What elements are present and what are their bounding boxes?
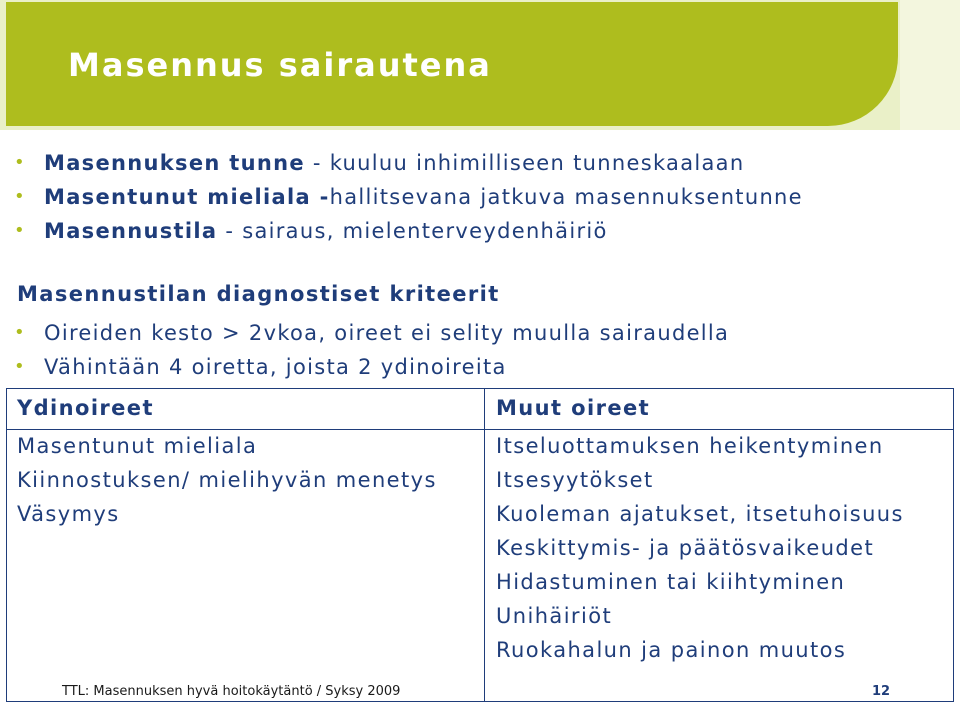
table-column-divider — [484, 389, 485, 701]
criteria-bullet: • Vähintään 4 oiretta, joista 2 ydinoireita — [0, 350, 729, 384]
bullet-text: - sairaus, mielenterveydenhäiriö — [217, 219, 608, 243]
list-item: Keskittymis- ja päätösvaikeudet — [496, 536, 875, 560]
title-bar — [6, 2, 898, 126]
bullet-term: Masentunut mieliala - — [44, 185, 330, 209]
slide-title: Masennus sairautena — [68, 46, 492, 84]
header-background-tab — [900, 0, 960, 130]
core-symptoms-list — [17, 429, 437, 531]
intro-bullet-list — [0, 146, 803, 248]
bullet-text: - kuuluu inhimilliseen tunneskaalaan — [304, 151, 745, 175]
symptom-table — [6, 388, 954, 702]
criteria-bullet-list — [0, 316, 729, 384]
criteria-heading: Masennustilan diagnostiset kriteerit — [17, 282, 500, 306]
intro-bullet — [0, 214, 803, 248]
bullet-term: Masennustila — [44, 219, 218, 243]
list-item: Masentunut mieliala — [17, 434, 258, 458]
bullet-text: hallitsevana jatkuva masennuksentunne — [329, 185, 803, 209]
criteria-bullet: • Oireiden kesto > 2vkoa, oireet ei selity muulla sairaudella — [0, 316, 729, 350]
list-item: Itseluottamuksen heikentyminen — [496, 434, 884, 458]
core-symptoms-header: Ydinoireet — [17, 396, 154, 420]
other-symptoms-list — [496, 429, 904, 667]
list-item: Väsymys — [17, 502, 120, 526]
bullet-term: Masennuksen tunne — [44, 151, 305, 175]
intro-bullet — [0, 146, 803, 180]
list-item: Itsesyytökset — [496, 468, 654, 492]
page-number: 12 — [872, 684, 891, 699]
list-item: Hidastuminen tai kiihtyminen — [496, 570, 846, 594]
list-item: Kiinnostuksen/ mielihyvän menetys — [17, 468, 437, 492]
intro-bullet — [0, 180, 803, 214]
footer-source: TTL: Masennuksen hyvä hoitokäytäntö / Syksy 2009 — [62, 684, 401, 699]
list-item: Ruokahalun ja painon muutos — [496, 638, 847, 662]
other-symptoms-header: Muut oireet — [496, 396, 651, 420]
list-item: Kuoleman ajatukset, itsetuhoisuus — [496, 502, 904, 526]
list-item: Unihäiriöt — [496, 604, 613, 628]
